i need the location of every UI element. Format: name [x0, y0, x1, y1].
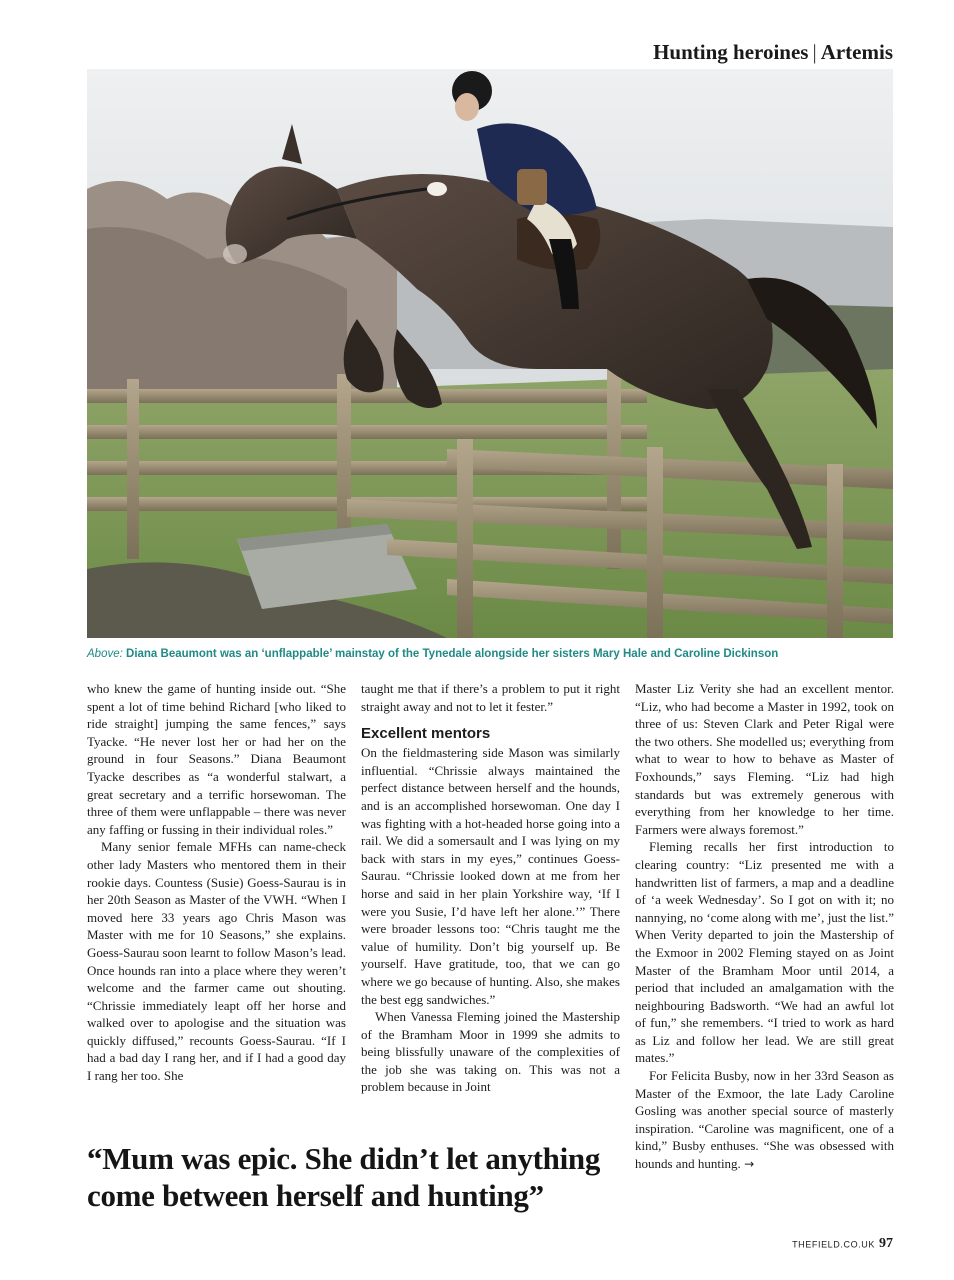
article-column-1 [87, 680, 346, 1085]
hero-photo [87, 69, 893, 638]
column3-paragraph-2: Fleming recalls her first introduction to clearing country: “Liz presented me with a handwritten list of farmers, a map and a deadline of ‘a week Wednesday’. So I got on with it; no nannying, no ‘come along with me’, just the list.” When Verity departed to join the Mastership of the Exmoor in 2002 Fleming stayed on as Joint Master of the Bramham Moor until 2014, a period that included an amalgamation with the neighbouring Badsworth. “We had an awful lot of fun,” she remembers. “I tried to work as hard as Liz and follow her lead. We are still great mates.” [635, 839, 894, 1066]
article-column-2 [361, 680, 620, 1096]
column1-paragraph-2: Many senior female MFHs can name-check other lady Masters who mentored them in their rookie days. Countess (Susie) Goess-Saurau is in her 20th Season as Master of the VWH. “When I moved here 33 years ago Chris Mason was Master with me for 10 Seasons,” she explains. Goess-Saurau soon learnt to follow Mason’s lead. Once hounds ran into a place where they weren’t welcome and the farmer came out shouting. “Chrissie immediately leapt off her horse and walked over to apologise and the situation was quickly diffused,” recounts Goess-Saurau. “If I had a bad day I rang her, and if I had a good day I rang her too. She [87, 839, 346, 1084]
publication-name: Artemis [820, 40, 893, 64]
pull-quote: “Mum was epic. She didn’t let anything come between herself and hunting” [87, 1141, 601, 1213]
column2-paragraph-2: On the fieldmastering side Mason was similarly influential. “Chrissie always maintained the perfect distance between herself and the hounds, and is an accomplished horsewoman. One day I was fighting with a hot-headed horse going into a rail. We did a somersault and I was lying on my back with stars in my eyes,” continues Goess-Saurau. “Chrissie looked down at me from her horse and said in her plain Yorkshire way, ‘If I were you Susie, I’d have left her alone.’” There were broader lessons too: “Chris taught me the value of humility. Don’t big yourself up. Be yourself. Have gratitude, too, that we can go where we go because of hunting. Also, she makes the best egg sandwiches.” [361, 745, 620, 1007]
header-separator: | [812, 40, 817, 64]
article-column-3 [635, 680, 894, 1174]
column3-paragraph-3-text: For Felicita Busby, now in her 33rd Season as Master of the Exmoor, the late Lady Caroline Gosling was another special source of masterly inspiration. “Caroline was magnificent, one of a kind,” Busby enthuses. “She was obsessed with hounds and hunting. [635, 1068, 894, 1172]
column1-paragraph-1: who knew the game of hunting inside out. “She spent a lot of time behind Richard [who liked to ride straight] jumping the same fences,” says Tyacke. “He never lost her or had her on the ground in four Seasons.” Diana Beaumont Tyacke describes as “a wonderful stalwart, a great secretary and a terrific horsewoman. The three of them were unflappable – there was never any faffing or fussing in their individual roles.” [87, 681, 346, 837]
photo-horse-jumping-fence-icon [87, 69, 893, 638]
caption-lead: Above: [87, 648, 123, 660]
continue-arrow-icon: → [744, 1157, 755, 1172]
page-footer [792, 1235, 893, 1253]
section-header [560, 40, 893, 71]
section-title: Hunting heroines [653, 40, 809, 64]
caption-text: Diana Beaumont was an ‘unflappable’ mainstay of the Tynedale alongside her sisters Mary Hale and Caroline Dickinson [122, 648, 779, 660]
photo-caption [87, 648, 893, 660]
page-number: 97 [879, 1236, 893, 1252]
website-url: THEFIELD.CO.UK [792, 1239, 875, 1250]
subheading-excellent-mentors: Excellent mentors [361, 725, 491, 743]
column2-paragraph-3: When Vanessa Fleming joined the Mastership of the Bramham Moor in 1999 she admits to being blissfully unaware of the complexities of the job she was taking on. This was not a problem because in Joint [361, 1009, 620, 1095]
column2-paragraph-1: taught me that if there’s a problem to put it right straight away and not to let it fester.” [361, 681, 620, 714]
column3-paragraph-1: Master Liz Verity she had an excellent mentor. “Liz, who had become a Master in 1992, took on three of us: Steven Clark and Peter Rigal were the two others. She modelled us; everything from what to wear to how to behave as Master of Foxhounds,” says Fleming. “Liz had high standards but was extremely generous with everything from her knowledge to her time. Farmers were always foremost.” [635, 681, 894, 837]
column3-paragraph-3 [635, 1067, 894, 1174]
